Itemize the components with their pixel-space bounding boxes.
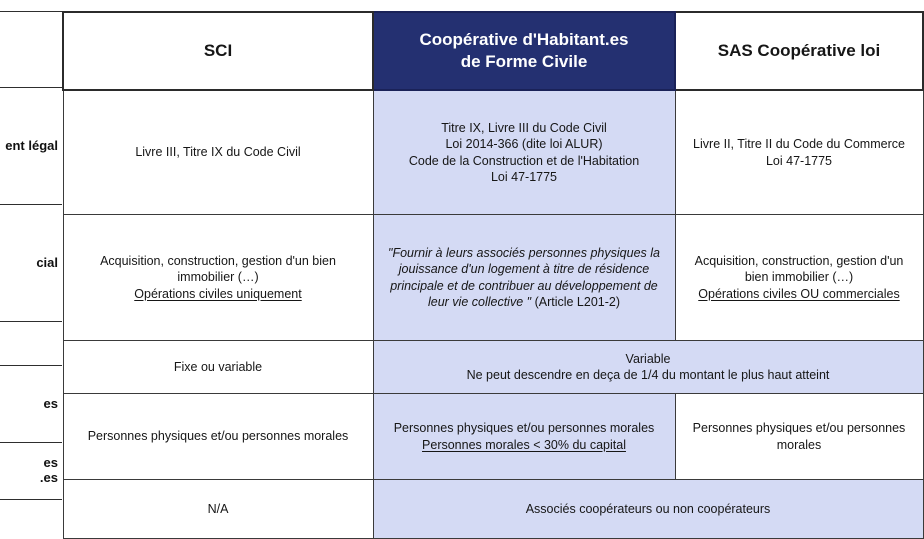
row-label-column [0,11,62,500]
cell-associes-coop-underlined: Personnes morales < 30% du capital [422,437,626,452]
table-row [63,394,923,480]
row-label-objet-social: cial [0,205,62,322]
column-header-sci: SCI [63,12,373,90]
cell-associes-sas: Personnes physiques et/ou personnes morales [675,394,923,480]
cell-capital-merged: Variable Ne peut descendre en deça de 1/4 du montant le plus haut atteint [373,341,923,394]
cell-associes-sci: Personnes physiques et/ou personnes morales [63,394,373,480]
row-label-fondement-legal: ent légal [0,88,62,205]
cell-objet-sas-underlined: Opérations civiles OU commerciales [698,286,900,301]
cell-fondement-sci: Livre III, Titre IX du Code Civil [63,90,373,215]
row-label-associes-cooperateurs: es .es [0,443,62,500]
cell-associes-coop: Personnes physiques et/ou personnes morales Personnes morales < 30% du capital [373,394,675,480]
cell-objet-sas: Acquisition, construction, gestion d'un bien immobilier (…) Opérations civiles OU commerciales [675,215,923,341]
cell-fondement-coop: Titre IX, Livre III du Code Civil Loi 2014-366 (dite loi ALUR) Code de la Construction et de l'Habitation Loi 47-1775 [373,90,675,215]
table-body [63,90,923,539]
cell-fondement-sas: Livre II, Titre II du Code du Commerce Loi 47-1775 [675,90,923,215]
table-header [63,12,923,90]
cell-capital-sci: Fixe ou variable [63,341,373,394]
comparison-table [62,11,924,539]
table-row [63,90,923,215]
table-header-row [63,12,923,90]
cell-objet-coop: "Fournir à leurs associés personnes physiques la jouissance d'un logement à titre de résidence principale et de contribuer au développement de leur vie collective " (Article L201-2) [373,215,675,341]
row-label-capital [0,322,62,366]
cell-cooperateurs-sci: N/A [63,480,373,539]
column-header-sas-cooperative: SAS Coopérative loi [675,12,923,90]
table-row [63,480,923,539]
column-header-cooperative-habitantes: Coopérative d'Habitant.es de Forme Civile [373,12,675,90]
row-label-header-spacer [0,11,62,88]
table-row [63,215,923,341]
cell-cooperateurs-merged: Associés coopérateurs ou non coopérateurs [373,480,923,539]
cell-objet-sci: Acquisition, construction, gestion d'un bien immobilier (…) Opérations civiles uniquement [63,215,373,341]
table-row [63,341,923,394]
row-label-associes: es [0,366,62,443]
cell-objet-sci-underlined: Opérations civiles uniquement [134,286,302,301]
